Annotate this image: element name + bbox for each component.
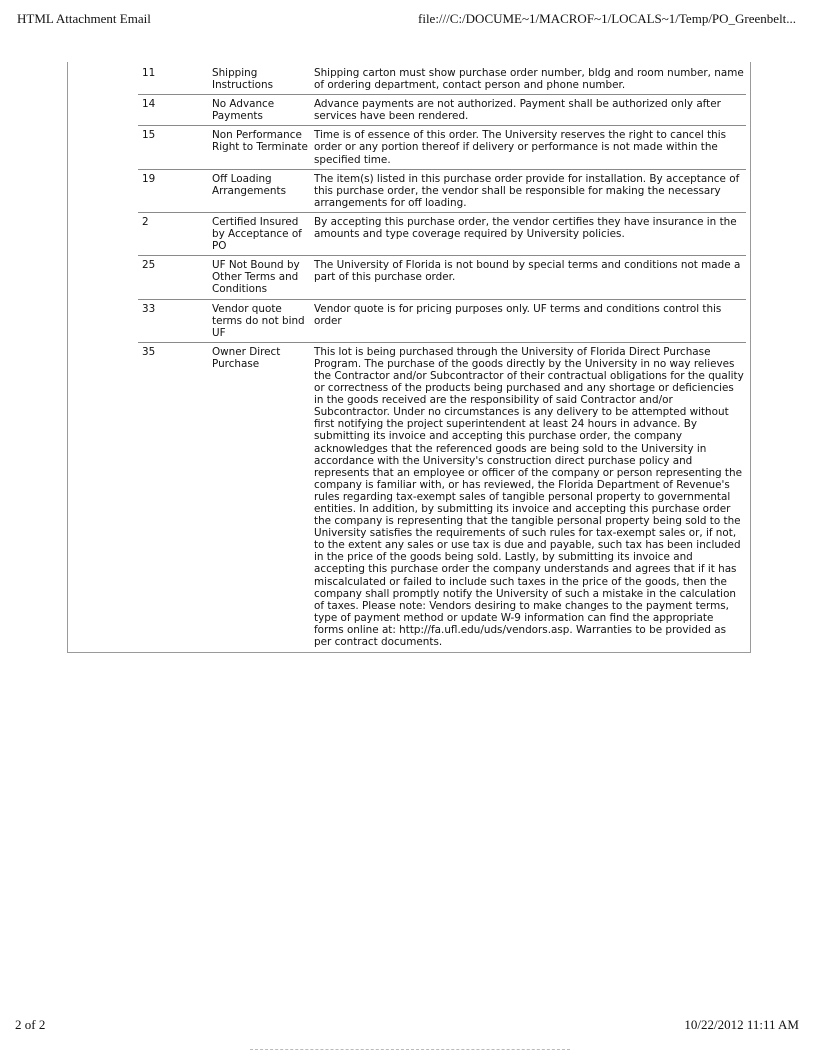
terms-table-body <box>138 66 746 651</box>
term-row <box>138 66 746 95</box>
term-row <box>138 95 746 126</box>
term-title: Non Performance Right to Terminate <box>212 126 314 169</box>
footer-page-number: 2 of 2 <box>15 1017 46 1032</box>
term-text: Vendor quote is for pricing purposes only. UF terms and conditions control this order <box>314 299 746 342</box>
term-text: Advance payments are not authorized. Payment shall be authorized only after services have been rendered. <box>314 95 746 126</box>
term-code: 35 <box>138 342 212 651</box>
scan-edge-divider <box>250 1049 570 1050</box>
term-text: By accepting this purchase order, the vendor certifies they have insurance in the amounts and type coverage required by University policies. <box>314 212 746 255</box>
term-title: Off Loading Arrangements <box>212 169 314 212</box>
term-title: Vendor quote terms do not bind UF <box>212 299 314 342</box>
term-title: Certified Insured by Acceptance of PO <box>212 212 314 255</box>
term-code: 15 <box>138 126 212 169</box>
terms-table <box>138 66 746 651</box>
term-title: Shipping Instructions <box>212 67 274 92</box>
term-code: 19 <box>138 169 212 212</box>
header-title: HTML Attachment Email <box>17 11 151 26</box>
term-text: Time is of essence of this order. The University reserves the right to cancel this order or any portion thereof if delivery or performance is not made within the specified time. <box>314 126 746 169</box>
term-row <box>138 212 746 255</box>
term-code: 14 <box>138 95 212 126</box>
term-code: 11 <box>142 67 156 79</box>
footer-datetime: 10/22/2012 11:11 AM <box>684 1017 799 1032</box>
term-row <box>138 169 746 212</box>
term-text: Shipping carton must show purchase order number, bldg and room number, name of ordering department, contact person and phone number. <box>314 67 744 92</box>
term-title: No Advance Payments <box>212 95 314 126</box>
term-row <box>138 299 746 342</box>
term-code: 33 <box>138 299 212 342</box>
term-title: Owner Direct Purchase <box>212 342 314 651</box>
term-row <box>138 342 746 651</box>
term-text: The item(s) listed in this purchase order provide for installation. By acceptance of this purchase order, the vendor shall be responsible for making the necessary arrangements for off loading. <box>314 169 746 212</box>
term-code: 25 <box>138 256 212 299</box>
term-code: 2 <box>138 212 212 255</box>
term-text: This lot is being purchased through the University of Florida Direct Purchase Program. The purchase of the goods directly by the University in no way relieves the Contractor and/or Subcontractor of their contractual obligations for the quality or correctness of the products being purchased and any shortage or deficiencies in the goods received are the responsibility of said Contractor and/or Subcontractor. Under no circumstances is any delivery to be attempted without first notifying the project superintendent at least 24 hours in advance. By submitting its invoice and accepting this purchase order, the company acknowledges that the referenced goods are being sold to the University in accordance with the University's construction direct purchase policy and represents that an employee or officer of the company or person representing the company is familiar with, or has reviewed, the Florida Department of Revenue's rules regarding tax-exempt sales of tangible personal property to governmental entities. In addition, by submitting its invoice and accepting this purchase order the company is representing that the tangible personal property being sold to the University satisfies the requirements of such rules for tax-exempt sales or, if not, to the extent any sales or use tax is due and payable, such tax has been included in the price of the goods being sold. Lastly, by submitting its invoice and accepting this purchase order the company understands and agrees that if it has miscalculated or failed to include such taxes in the price of the goods, then the company shall promptly notify the University of such a mistake in the calculation of taxes. Please note: Vendors desiring to make changes to the payment terms, type of payment method or update W-9 information can find the appropriate forms online at: http://fa.ufl.edu/uds/vendors.asp. Warranties to be provided as per contract documents. <box>314 342 746 651</box>
term-row <box>138 256 746 299</box>
term-title: UF Not Bound by Other Terms and Conditions <box>212 256 314 299</box>
header-file-path: file:///C:/DOCUME~1/MACROF~1/LOCALS~1/Temp/PO_Greenbelt... <box>418 11 797 26</box>
term-row <box>138 126 746 169</box>
term-text: The University of Florida is not bound by special terms and conditions not made a part of this purchase order. <box>314 256 746 299</box>
